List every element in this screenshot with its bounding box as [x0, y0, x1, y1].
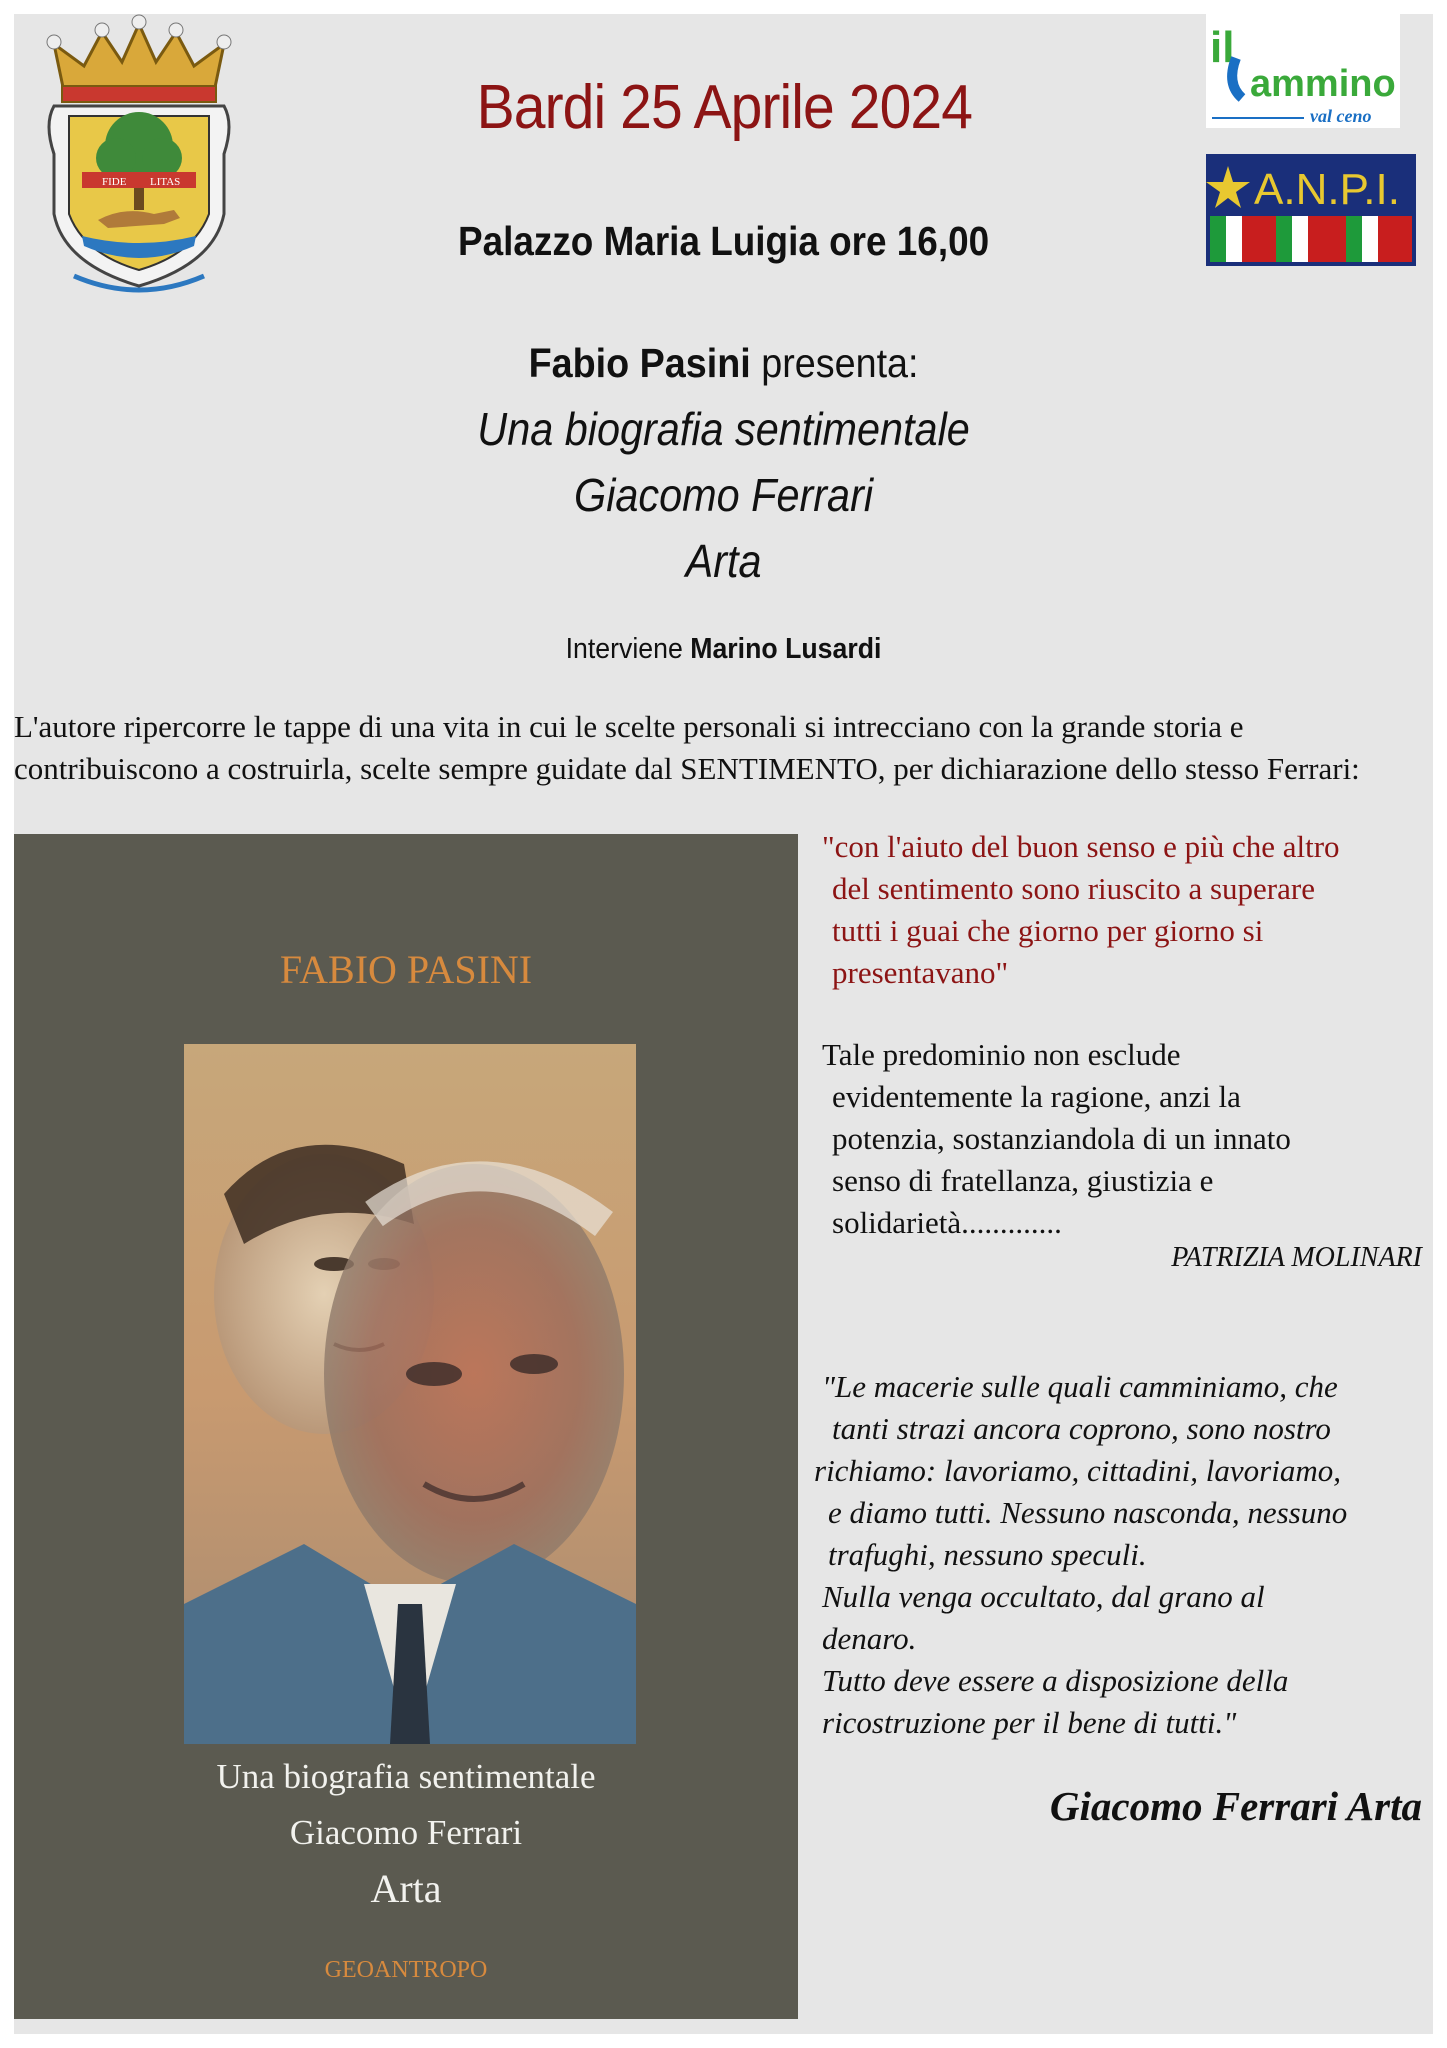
quote-line: del sentimento sono riuscito a superare	[832, 871, 1315, 906]
presenter-suffix: presenta:	[750, 340, 919, 386]
book-title-line: Giacomo Ferrari	[574, 469, 874, 521]
comment-line: senso di fratellanza, giustizia e	[832, 1163, 1214, 1198]
poster	[14, 14, 1433, 2034]
portrait-photo-icon	[184, 1044, 636, 1744]
cammino-name-text: ammino	[1250, 63, 1396, 105]
presenter-name: Fabio Pasini	[528, 340, 751, 386]
intro-paragraph: L'autore ripercorre le tappe di una vita in cui le scelte personali si intrecciano con la grande storia e contribuiscono a costruirla, scelte sempre guidate dal SENTIMENTO, per dichiarazione dello stesso Ferrari:	[14, 709, 1360, 786]
cammino-sub-text: val ceno	[1310, 106, 1372, 126]
cover-publisher: GEOANTROPO	[324, 1957, 488, 1983]
event-date-title: Bardi 25 Aprile 2024	[476, 73, 973, 142]
comment-line: solidarietà.............	[832, 1205, 1062, 1240]
cover-title-block	[14, 1749, 798, 1917]
cover-title-line: Arta	[370, 1866, 442, 1911]
presenter-line	[71, 340, 1376, 387]
ferrari-quote-reconstruction	[814, 1366, 1433, 1744]
book-title-block	[85, 396, 1362, 594]
comment-author: PATRIZIA MOLINARI	[1171, 1242, 1422, 1273]
quote-line: richiamo: lavoriamo, cittadini, lavoriamo,	[814, 1453, 1341, 1488]
book-title-line: Una biografia sentimentale	[477, 403, 970, 455]
book-title-line: Arta	[685, 535, 762, 587]
quote-line: trafughi, nessuno speculi.	[828, 1537, 1147, 1572]
quote-line: denaro.	[822, 1621, 917, 1656]
comment-line: potenzia, sostanziandola di un innato	[832, 1121, 1291, 1156]
quote-line: Tutto deve essere a disposizione della	[822, 1663, 1289, 1698]
quote-line: tanti strazi ancora coprono, sono nostro	[832, 1411, 1331, 1446]
quote-line: e diamo tutti. Nessuno nasconda, nessuno	[828, 1495, 1348, 1530]
cammino-il-text: il	[1210, 23, 1235, 72]
book-cover	[14, 834, 798, 2019]
speaker-prefix: Interviene	[565, 633, 691, 665]
cover-title-line: Una biografia sentimentale	[216, 1757, 596, 1796]
speaker-name: Marino Lusardi	[690, 633, 882, 665]
crest-motto-left: FIDE	[102, 176, 127, 188]
event-venue: Palazzo Maria Luigia ore 16,00	[457, 218, 990, 264]
quote-line: ricostruzione per il bene di tutti."	[822, 1705, 1237, 1740]
cover-title-line: Giacomo Ferrari	[289, 1813, 523, 1852]
cover-author: FABIO PASINI	[279, 947, 533, 992]
quote-line: "Le macerie sulle quali camminiamo, che	[822, 1369, 1338, 1404]
portrait-image	[184, 1044, 636, 1744]
quote-author: Giacomo Ferrari Arta	[1049, 1783, 1422, 1829]
quote-line: Nulla venga occultato, dal grano al	[822, 1579, 1265, 1614]
quote-line: presentavano"	[832, 955, 1009, 990]
speaker-line	[71, 633, 1376, 666]
anpi-text: A.N.P.I.	[1254, 165, 1400, 214]
molinari-comment	[822, 1034, 1422, 1244]
comment-line: Tale predominio non esclude	[822, 1037, 1181, 1072]
crest-motto-right: LITAS	[150, 176, 181, 188]
comment-line: evidentemente la ragione, anzi la	[832, 1079, 1241, 1114]
quote-line: tutti i guai che giorno per giorno si	[832, 913, 1264, 948]
ferrari-quote-sentiment	[822, 826, 1422, 994]
quote-line: "con l'aiuto del buon senso e più che altro	[822, 829, 1340, 864]
